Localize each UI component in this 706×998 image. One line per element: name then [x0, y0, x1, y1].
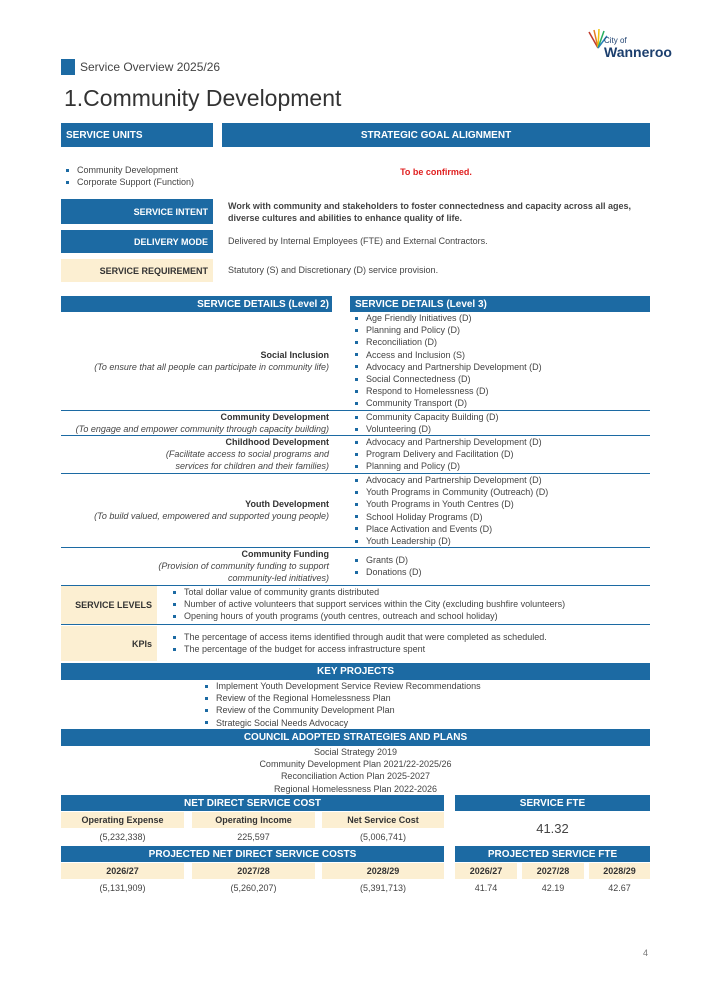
logo-line1: City of: [604, 36, 627, 45]
list-item: Respond to Homelessness (D): [350, 385, 650, 397]
service-units-list: [61, 164, 221, 188]
col-operating-expense: Operating Expense: [61, 812, 184, 828]
l2-name: Social Inclusion: [260, 350, 329, 360]
list-item: Corporate Support (Function): [61, 176, 221, 188]
list-item: Community Development: [61, 164, 221, 176]
list-item: Reconciliation (D): [350, 336, 650, 348]
fte-col-2027-28: 2027/28: [522, 863, 584, 879]
list-item: Strategic Social Needs Advocacy: [200, 717, 650, 729]
list-item: Donations (D): [350, 566, 650, 578]
val-2028-29: (5,391,713): [359, 883, 407, 893]
list-item: The percentage of access items identified through audit that were completed as scheduled.: [168, 631, 650, 643]
service-levels-list: [168, 586, 650, 623]
l2-community-funding: [61, 548, 329, 585]
list-item: Advocacy and Partnership Development (D): [350, 436, 650, 448]
l2-childhood-development: [61, 436, 329, 473]
l2-desc: (Facilitate access to social programs and: [165, 449, 329, 460]
l2-community-development: [61, 411, 329, 435]
key-projects-heading: KEY PROJECTS: [61, 663, 650, 680]
details-l2-heading: SERVICE DETAILS (Level 2): [61, 296, 332, 312]
divider: [61, 624, 650, 625]
list-item: Youth Programs in Youth Centres (D): [350, 498, 650, 510]
projected-fte-heading: PROJECTED SERVICE FTE: [455, 846, 650, 862]
key-projects-list: [200, 680, 650, 729]
net-cost-heading: NET DIRECT SERVICE COST: [61, 795, 444, 811]
list-item: Volunteering (D): [350, 423, 650, 435]
col-2026-27: 2026/27: [61, 863, 184, 879]
val-operating-income: 225,597: [237, 832, 270, 842]
strategic-value: To be confirmed.: [400, 167, 472, 177]
l2-desc: (To ensure that all people can participate in community life): [94, 362, 329, 373]
overview-marker: [61, 59, 75, 75]
details-l3-heading: SERVICE DETAILS (Level 3): [350, 296, 650, 312]
l2-name: Community Development: [220, 412, 329, 422]
list-item: Community Transport (D): [350, 397, 650, 409]
delivery-mode-text: Delivered by Internal Employees (FTE) and External Contractors.: [228, 236, 488, 246]
list-item: Age Friendly Initiatives (D): [350, 312, 650, 324]
list-item: Social Connectedness (D): [350, 373, 650, 385]
l2-desc: (Provision of community funding to support: [158, 561, 329, 572]
list-item: Review of the Community Development Plan: [200, 704, 650, 716]
l2-desc: (To engage and empower community through capacity building): [75, 424, 329, 435]
list-item: Access and Inclusion (S): [350, 349, 650, 361]
page-title: 1.Community Development: [64, 85, 342, 111]
l2-desc: community-led initiatives): [227, 573, 329, 584]
fte-val-2028-29: 42.67: [608, 883, 631, 893]
fte-col-2028-29: 2028/29: [589, 863, 650, 879]
l2-name: Childhood Development: [225, 437, 329, 447]
service-units-heading: SERVICE UNITS: [61, 123, 213, 147]
service-fte-value: 41.32: [536, 821, 569, 836]
list-item: Regional Homelessness Plan 2022-2026: [273, 783, 438, 794]
list-item: Number of active volunteers that support services within the City (excluding bushfire volunteers): [168, 598, 650, 610]
l3-childhood-development-list: [350, 436, 650, 473]
l3-social-inclusion-list: [350, 312, 650, 410]
list-item: Community Capacity Building (D): [350, 411, 650, 423]
service-requirement-text: Statutory (S) and Discretionary (D) service provision.: [228, 265, 439, 275]
col-2027-28: 2027/28: [192, 863, 315, 879]
kpis-label: KPIs: [61, 626, 157, 661]
list-item: Planning and Policy (D): [350, 460, 650, 472]
val-net-service-cost: (5,006,741): [359, 832, 407, 842]
list-item: Review of the Regional Homelessness Plan: [200, 692, 650, 704]
val-2027-28: (5,260,207): [230, 883, 277, 893]
strategic-heading: STRATEGIC GOAL ALIGNMENT: [222, 123, 650, 147]
list-item: Advocacy and Partnership Development (D): [350, 474, 650, 486]
list-item: Reconciliation Action Plan 2025-2027: [280, 771, 431, 782]
val-2026-27: (5,131,909): [99, 883, 146, 893]
logo-line2: Wanneroo: [604, 44, 672, 60]
strategies-list: [61, 746, 650, 795]
service-intent-text: Work with community and stakeholders to foster connectedness and capacity across all ages, diverse cultures and abilities to enhance quality of life.: [228, 201, 631, 224]
list-item: Planning and Policy (D): [350, 324, 650, 336]
delivery-mode-label: DELIVERY MODE: [61, 230, 213, 253]
fte-val-2027-28: 42.19: [541, 883, 565, 893]
col-operating-income: Operating Income: [192, 812, 315, 828]
l2-name: Youth Development: [245, 499, 329, 509]
fte-val-2026-27: 41.74: [474, 883, 498, 893]
service-overview-label: Service Overview 2025/26: [80, 60, 221, 74]
l2-name: Community Funding: [241, 549, 329, 559]
list-item: The percentage of the budget for access infrastructure spent: [168, 643, 650, 655]
list-item: School Holiday Programs (D): [350, 511, 650, 523]
list-item: Implement Youth Development Service Review Recommendations: [200, 680, 650, 692]
fte-col-2026-27: 2026/27: [455, 863, 517, 879]
list-item: Youth Leadership (D): [350, 535, 650, 547]
service-fte-heading: SERVICE FTE: [455, 795, 650, 811]
strategies-heading: COUNCIL ADOPTED STRATEGIES AND PLANS: [61, 729, 650, 746]
kpis-list: [168, 631, 650, 655]
l2-desc: (To build valued, empowered and supported young people): [94, 511, 329, 522]
service-requirement-label: SERVICE REQUIREMENT: [61, 259, 213, 282]
list-item: Opening hours of youth programs (youth centres, outreach and school holiday): [168, 610, 650, 622]
page-number: 4: [642, 948, 648, 958]
list-item: Youth Programs in Community (Outreach) (D): [350, 486, 650, 498]
l2-desc: services for children and their families): [175, 461, 329, 472]
l3-community-development-list: [350, 411, 650, 435]
list-item: Social Strategy 2019: [313, 747, 398, 757]
projected-cost-heading: PROJECTED NET DIRECT SERVICE COSTS: [61, 846, 444, 862]
list-item: Program Delivery and Facilitation (D): [350, 448, 650, 460]
list-item: Grants (D): [350, 554, 650, 566]
col-2028-29: 2028/29: [322, 863, 444, 879]
val-operating-expense: (5,232,338): [99, 832, 146, 842]
list-item: Community Development Plan 2021/22-2025/26: [259, 759, 452, 770]
list-item: Advocacy and Partnership Development (D): [350, 361, 650, 373]
col-net-service-cost: Net Service Cost: [322, 812, 444, 828]
l2-social-inclusion: [61, 349, 329, 373]
l3-youth-development-list: [350, 474, 650, 547]
city-logo: [586, 28, 676, 62]
l2-youth-development: [61, 498, 329, 522]
service-levels-label: SERVICE LEVELS: [61, 586, 157, 624]
list-item: Total dollar value of community grants distributed: [168, 586, 650, 598]
service-intent-label: SERVICE INTENT: [61, 199, 213, 224]
list-item: Place Activation and Events (D): [350, 523, 650, 535]
l3-community-funding-list: [350, 554, 650, 578]
